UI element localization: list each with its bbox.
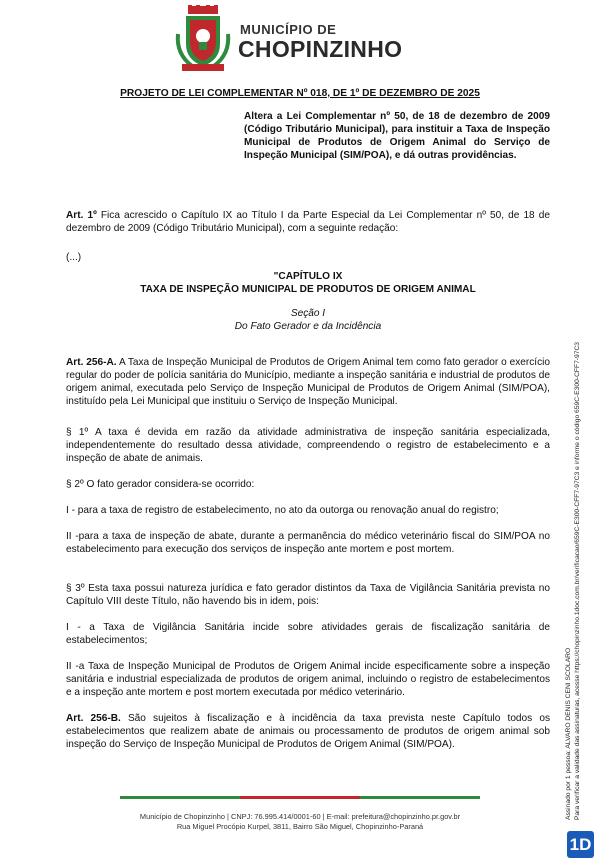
document-title: PROJETO DE LEI COMPLEMENTAR Nº 018, DE 1º DE DEZEMBRO DE 2025 [120,88,480,99]
article-256a [66,356,550,408]
municipio-name: CHOPINZINHO [238,36,403,62]
signature-line-1: Assinado por 1 pessoa: ALVARO DENIS CENI SCOLARO [565,647,572,820]
article-1 [66,209,550,235]
article-1-label: Art. 1º [66,210,97,221]
article-256b-text: São sujeitos à fiscalização e à incidência da taxa prevista neste Capítulo todos os estabelecimentos que realizem abate de animais ou processamento de produtos de origem animal sob inspeção do Serviço de Inspeção Municipal de Produtos de Origem Animal (SIM/POA). [66,713,551,750]
item-3: I - a Taxa de Vigilância Sanitária incide sobre atividades gerais de fiscalização sanitária de estabelecimentos; [66,622,550,646]
signature-platform-logo[interactable]: 1D [567,831,594,858]
article-256b [66,712,550,751]
municipal-logo [172,4,412,74]
footer-divider-green [120,796,240,799]
item-1: I - para a taxa de registro de estabelecimento, no ato da outorga ou renovação anual do registro; [66,505,499,516]
signature-verification-line[interactable]: Para verificar a validade das assinaturas, acesse https://chopinzinho.1doc.com.br/verificacao/659C-E300-CFF7-97C3 e informe o código 659C-E300-CFF7-97C3 [574,341,581,820]
section-heading: Seção I [290,308,326,319]
article-256a-label: Art. 256-A. [66,357,117,368]
ellipsis: (...) [66,252,82,263]
signature-stamp [564,342,582,820]
municipio-label: MUNICÍPIO DE [240,22,337,37]
coat-of-arms-icon [172,4,234,74]
item-4: II -a Taxa de Inspeção Municipal de Produtos de Origem Animal incide especificamente sobre a inspeção sanitária e industrial especializada de produtos de origem animal, incluindo o registro de estabelecimentos e a inspeção ante mortem e post mortem executada por médico veterinário. [66,661,550,698]
chapter-heading: "CAPÍTULO IX [273,271,343,282]
paragraph-1: § 1º A taxa é devida em razão da atividade administrativa de inspeção sanitária especializada, independentemente do resultado dessa atividade, compreendendo o registro de estabelecimento e a inspeção de abate de animais. [66,427,550,464]
article-256a-text: A Taxa de Inspeção Municipal de Produtos de Origem Animal tem como fato gerador o exercício regular do poder de polícia sanitária do Município, mediante a inspeção sanitária e industrial de produtos de origem animal, executada pelo Serviço de Inspeção Municipal de Produtos de Origem Animal (SIM/POA), instituído pela Lei Municipal que instituiu o Serviço de Inspeção Municipal. [66,357,551,407]
paragraph-3: § 3º Esta taxa possui natureza jurídica e fato gerador distintos da Taxa de Vigilância Sanitária prevista no Capítulo VIII deste Título, não havendo bis in idem, pois: [66,583,550,607]
item-2: II -para a taxa de inspeção de abate, durante a permanência do médico veterinário fiscal do SIM/POA no estabelecimento para execução dos serviços de inspeção ante mortem e post mortem. [66,531,550,555]
ementa: Altera a Lei Complementar nº 50, de 18 de dezembro de 2009 (Código Tributário Municipal), para instituir a Taxa de Inspeção Municipal de Produtos de Origem Animal do Serviço de Inspeção Municipal (SIM/POA), e dá outras providências. [244,111,550,161]
article-256b-label: Art. 256-B. [66,713,121,724]
paragraph-2: § 2º O fato gerador considera-se ocorrido: [66,479,255,490]
article-1-text: Fica acrescido o Capítulo IX ao Título I da Parte Especial da Lei Complementar nº 50, de 18 de dezembro de 2009 (Código Tributário Municipal), com a seguinte redação: [66,210,550,234]
section-title: Do Fato Gerador e da Incidência [234,321,382,332]
footer-contact: Município de Chopinzinho | CNPJ: 76.995.414/0001-60 | E-mail: prefeitura@chopinzinho.pr.gov.br [139,812,461,821]
footer-address: Rua Miguel Procópio Kurpel, 3811, Bairro São Miguel, Chopinzinho-Paraná [176,822,424,831]
footer-divider-red [240,796,360,799]
chapter-title: TAXA DE INSPEÇÃO MUNICIPAL DE PRODUTOS DE ORIGEM ANIMAL [140,284,476,295]
footer-divider-green-2 [360,796,480,799]
